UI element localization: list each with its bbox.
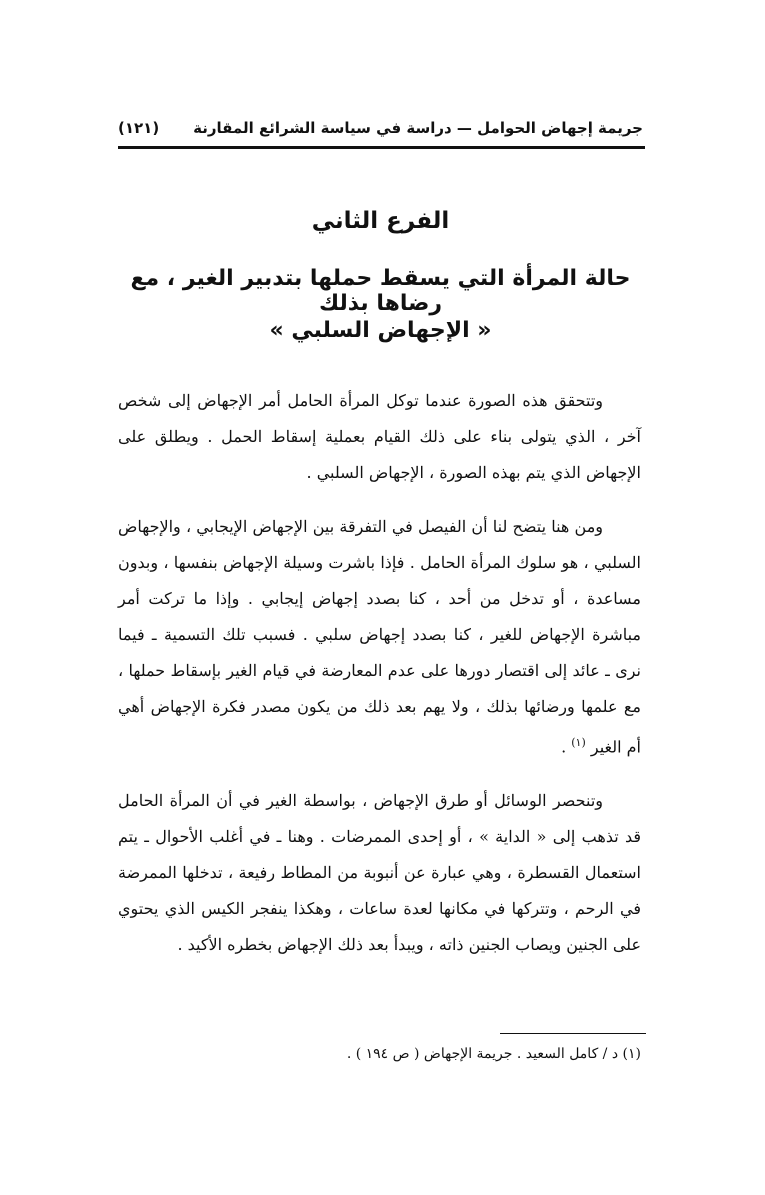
footnote-rule bbox=[500, 1033, 646, 1034]
paragraph: وتتحقق هذه الصورة عندما توكل المرأة الحامل أمر الإجهاض إلى شخص آخر ، الذي يتولى بناء على ذلك القيام بعملية إسقاط الحمل . ويطلق على الإجهاض الذي يتم بهذه الصورة ، الإجهاض السلبي . bbox=[118, 391, 642, 482]
header-rule bbox=[118, 146, 645, 149]
paragraph-end: . bbox=[561, 737, 572, 757]
paragraph-text: ومن هنا يتضح لنا أن الفيصل في التفرقة بين الإجهاض الإيجابي ، والإجهاض السلبي ، هو سلوك المرأة الحامل . فإذا باشرت وسيلة الإجهاض بنفسها ، وبدون مساعدة ، أو تدخل من أحد ، كنا بصدد إجهاض إيجابي . وإذا ما تركت أمر مباشرة الإجهاض للغير ، كنا بصدد إجهاض سلبي . فسبب تلك التسمية ـ فيما نرى ـ عائد إلى اقتصار دورها على عدم المعارضة في قيام الغير بإسقاط حملها ، مع علمها ورضائها بذلك ، ولا يهم بعد ذلك من يكون مصدر فكرة الإجهاض أهي أم الغير bbox=[118, 517, 642, 757]
paragraph: وتنحصر الوسائل أو طرق الإجهاض ، بواسطة الغير في أن المرأة الحامل قد تذهب إلى « الداية » ، أو إحدى الممرضات . وهنا ـ في أغلب الأحوال ـ يتم استعمال القسطرة ، وهي عبارة عن أنبوبة من المطاط رفيعة ، تدخلها الممرضة في الرحم ، وتتركها في مكانها لعدة ساعات ، وهكذا ينفجر الكيس الذي يحتوي على الجنين ويصاب الجنين ذاته ، ويبدأ بعد ذلك الإجهاض بخطره الأكيد . bbox=[118, 791, 642, 955]
section-title: حالة المرأة التي يسقط حملها بتدبير الغير ، مع رضاها بذلك bbox=[130, 266, 631, 316]
page-number: (١٢١) bbox=[118, 119, 160, 137]
running-title: جريمة إجهاض الحوامل — دراسة في سياسة الشرائع المقارنة bbox=[193, 119, 643, 137]
footnote: (١) د / كامل السعيد . جريمة الإجهاض ( ص ١٩٤ ) . bbox=[346, 1046, 641, 1062]
running-header bbox=[118, 110, 643, 146]
footnote-reference: (١) bbox=[571, 736, 586, 749]
branch-title: الفرع الثاني bbox=[311, 208, 450, 234]
section-subtitle: « الإجهاض السلبي » bbox=[269, 318, 492, 343]
body-text bbox=[118, 383, 641, 981]
paragraph bbox=[118, 509, 641, 765]
